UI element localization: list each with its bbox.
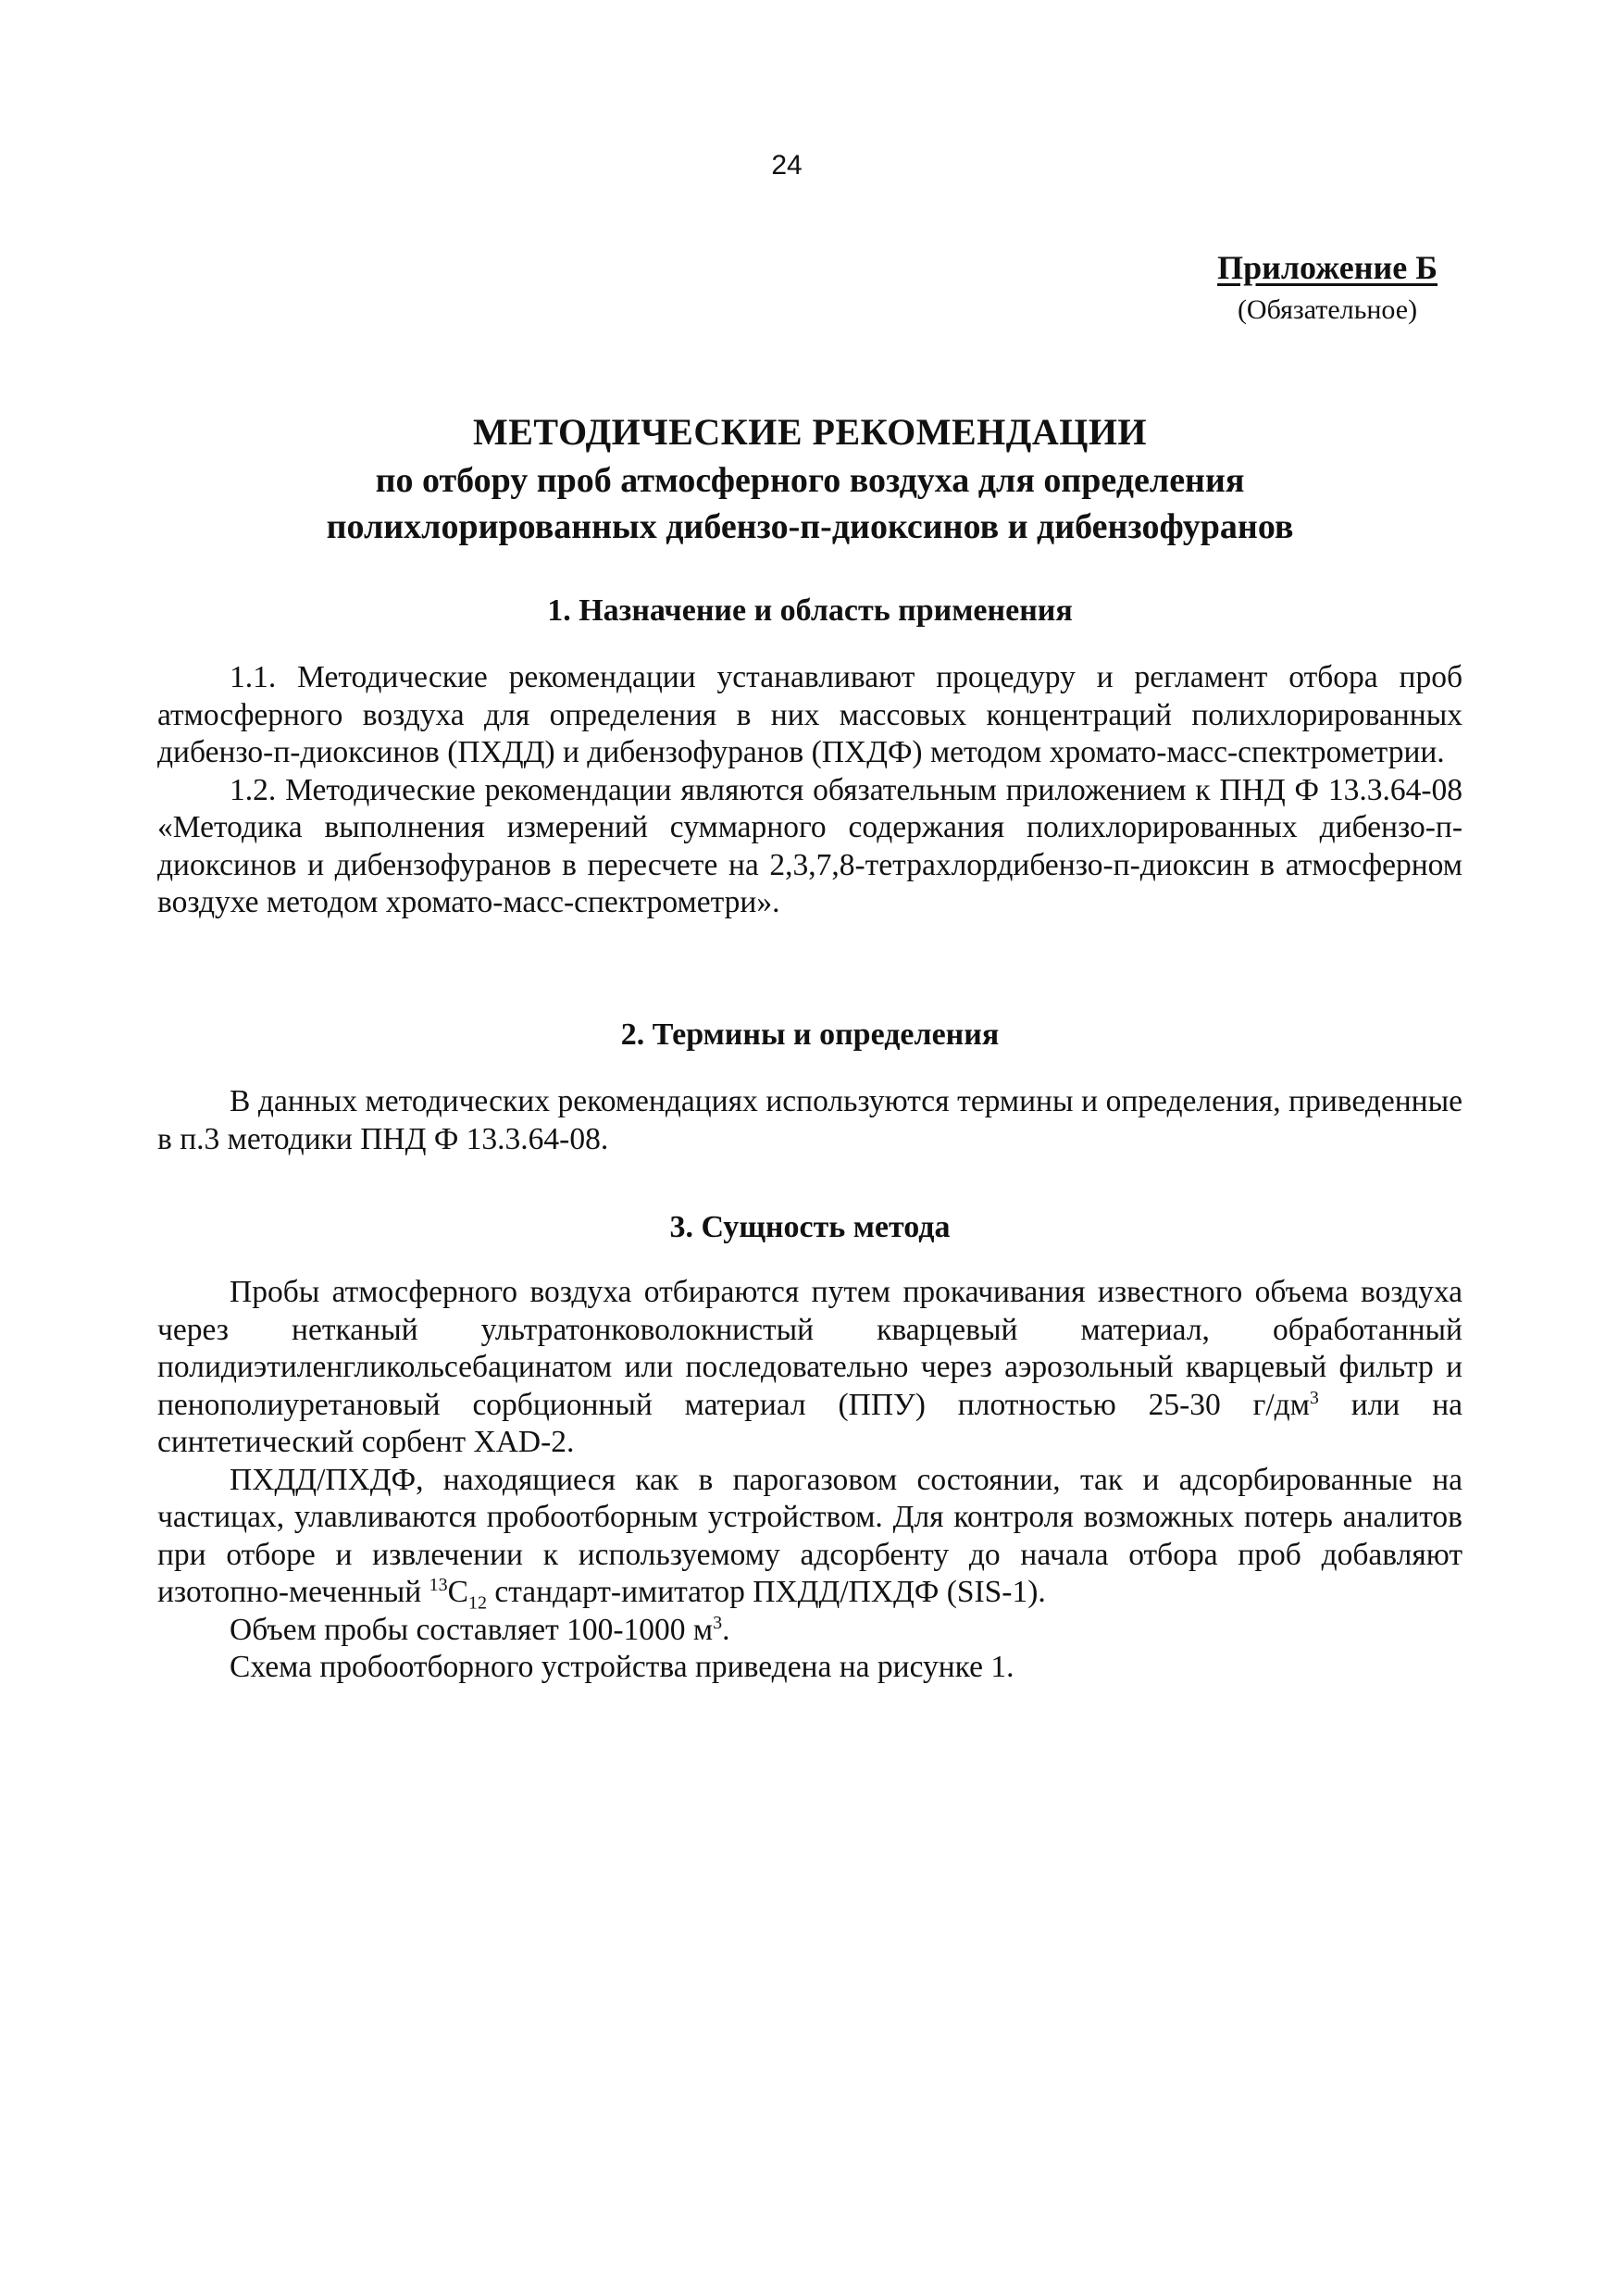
title-main: МЕТОДИЧЕСКИЕ РЕКОМЕНДАЦИИ (472, 411, 1148, 453)
document-title (157, 407, 1462, 550)
paragraph-3-3: Объем пробы составляет 100-1000 $м^3$. (230, 1612, 730, 1647)
section-1-body (157, 659, 1462, 922)
section-1-heading: 1. Назначение и область применения (547, 593, 1073, 628)
paragraph-3-4: Схема пробоотборного устройства приведена на рисунке 1. (230, 1650, 1014, 1684)
section-2-heading: 2. Термины и определения (620, 1017, 1000, 1052)
paragraph-2-1: В данных методических рекомендациях используются термины и определения, приведенные в п.3 методики ПНД Ф 13.3.64-08. (157, 1084, 1462, 1156)
title-line-2: по отбору проб атмосферного воздуха для определения (375, 461, 1245, 500)
appendix-label: Приложение Б (1217, 249, 1438, 286)
appendix-header (1217, 248, 1438, 330)
section-2-body (157, 1083, 1462, 1158)
section-3-heading: 3. Сущность метода (669, 1210, 951, 1244)
paragraph-1-2: 1.2. Методические рекомендации являются обязательным приложением к ПНД Ф 13.3.64-08 «Методика выполнения измерений суммарного содержания полихлорированных дибензо-п-диоксинов и дибензофуранов в пересчете на 2,3,7,8-тетрахлордибензо-п-диоксин в атмосферном воздухе методом хромато-масс-спектрометри». (157, 772, 1462, 919)
paragraph-3-1: Пробы атмосферного воздуха отбираются путем прокачивания известного объема воздуха через нетканый ультратонковолокнистый кварцевый материал, обработанный полидиэтиленгликольсебацинатом или последовательно через аэрозольный кварцевый фильтр и пенополиуретановый сорбционный материал (ППУ) плотностью 25-30 $г/дм^3$ или на синтетический сорбент XAD-2. (157, 1275, 1463, 1459)
page-number: 24 (771, 150, 803, 181)
title-line-3: полихлорированных дибензо-п-диоксинов и дибензофуранов (326, 507, 1294, 546)
appendix-status: (Обязательное) (1237, 294, 1418, 325)
section-3-body (157, 1274, 1462, 1687)
paragraph-3-2: ПХДД/ПХДФ, находящиеся как в парогазовом состоянии, так и адсорбированные на частицах, улавливаются пробоотборным устройством. Для контроля возможных потерь аналитов при отборе и извлечении к используемому адсорбенту до начала отбора проб добавляют изотопно-меченный $^{13}C_{12}$ стандарт-имитатор ПХДД/ПХДФ (SIS-1). (157, 1462, 1462, 1614)
paragraph-1-1: 1.1. Методические рекомендации устанавливают процедуру и регламент отбора проб атмосферного воздуха для определения в них массовых концентраций полихлорированных дибензо-п-диоксинов (ПХДД) и дибензофуранов (ПХДФ) методом хромато-масс-спектрометрии. (157, 660, 1462, 769)
